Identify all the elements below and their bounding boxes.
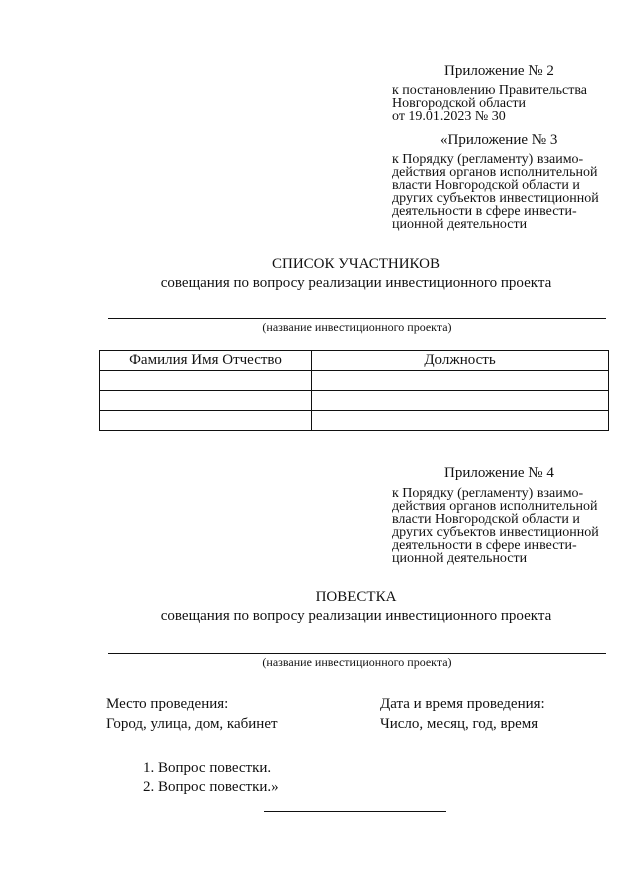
appendix-4-line: ционной деятельности — [392, 551, 528, 566]
appendix-4-text — [392, 487, 599, 565]
table-row — [100, 391, 609, 411]
table-cell — [312, 391, 609, 411]
end-separator-line — [264, 811, 446, 812]
appendix-3-line: власти Новгородской области и — [392, 178, 580, 193]
appendix-4-line: деятельности в сфере инвести- — [392, 538, 577, 553]
agenda-project-name-line — [108, 653, 606, 654]
appendix-3-line: ционной деятельности — [392, 217, 528, 232]
appendix-2-line: от 19.01.2023 № 30 — [392, 109, 506, 124]
agenda-heading: ПОВЕСТКА — [315, 589, 397, 605]
appendix-3-line: деятельности в сфере инвести- — [392, 204, 577, 219]
agenda-project-name-caption: (название инвестиционного проекта) — [262, 655, 452, 669]
agenda-item: 1. Вопрос повестки. — [143, 760, 272, 776]
appendix-4-line: к Порядку (регламенту) взаимо- — [392, 486, 584, 501]
appendix-4-line: действия органов исполнительной — [392, 499, 598, 514]
participants-heading: СПИСОК УЧАСТНИКОВ — [271, 256, 441, 272]
agenda-subheading: совещания по вопросу реализации инвестиционного проекта — [160, 608, 552, 624]
appendix-3-line: действия органов исполнительной — [392, 165, 598, 180]
table-cell — [312, 411, 609, 431]
table-row — [100, 411, 609, 431]
datetime-value: Число, месяц, год, время — [380, 716, 539, 732]
project-name-caption: (название инвестиционного проекта) — [262, 320, 452, 334]
table-cell — [312, 371, 609, 391]
appendix-3-text — [392, 153, 599, 231]
agenda-item: 2. Вопрос повестки.» — [143, 779, 279, 795]
table-row — [100, 371, 609, 391]
participants-table — [99, 350, 609, 431]
venue-label: Место проведения: — [106, 696, 229, 712]
appendix-4-title: Приложение № 4 — [444, 465, 554, 481]
appendix-2-line: к постановлению Правительства — [392, 83, 588, 98]
appendix-3-title: «Приложение № 3 — [440, 132, 558, 148]
appendix-2-text — [392, 84, 587, 123]
appendix-2-title: Приложение № 2 — [444, 63, 554, 79]
column-header-fio: Фамилия Имя Отчество — [100, 351, 312, 371]
table-cell — [100, 411, 312, 431]
appendix-3-line: к Порядку (регламенту) взаимо- — [392, 152, 584, 167]
appendix-4-line: других субъектов инвестиционной — [392, 525, 599, 540]
datetime-label: Дата и время проведения: — [380, 696, 545, 712]
table-cell — [100, 391, 312, 411]
column-header-position: Должность — [312, 351, 609, 371]
appendix-4-line: власти Новгородской области и — [392, 512, 580, 527]
appendix-2-line: Новгородской области — [392, 96, 526, 111]
table-header-row — [100, 351, 609, 371]
table-cell — [100, 371, 312, 391]
participants-subheading: совещания по вопросу реализации инвестиционного проекта — [160, 275, 552, 291]
venue-value: Город, улица, дом, кабинет — [106, 716, 278, 732]
project-name-line — [108, 318, 606, 319]
appendix-3-line: других субъектов инвестиционной — [392, 191, 599, 206]
